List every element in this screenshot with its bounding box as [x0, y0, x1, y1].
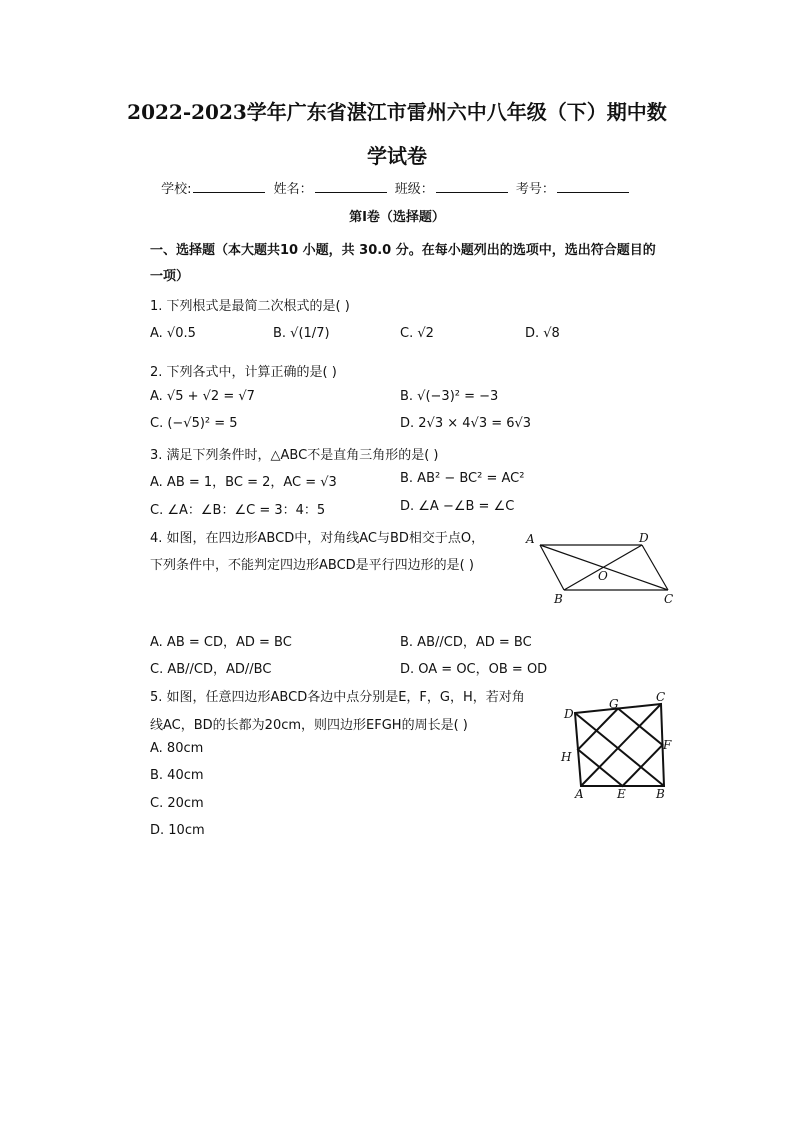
class-label: 班级：: [394, 182, 434, 197]
parallelogram-figure: [520, 528, 680, 608]
question-2-stem: 2. 下列各式中，计算正确的是( ): [150, 365, 337, 380]
label-c: C: [664, 592, 674, 606]
q3-option-b: B. AB² − BC² = AC²: [400, 471, 525, 486]
name-label: 姓名：: [273, 182, 313, 197]
label-a: A: [575, 787, 584, 801]
exam-no-label: 考号：: [515, 182, 555, 197]
q5-option-c: C. 20cm: [150, 796, 204, 811]
label-o: O: [598, 569, 608, 583]
label-b: B: [554, 592, 563, 606]
label-a: A: [526, 532, 535, 546]
class-blank: [436, 180, 508, 193]
q1-option-b: B. √(1/7): [273, 326, 330, 341]
school-label: 学校:: [161, 182, 192, 197]
school-blank: [193, 180, 265, 193]
label-f: F: [663, 738, 672, 752]
part-title: 第Ⅰ卷（选择题）: [349, 210, 445, 225]
exam-no-blank: [557, 180, 629, 193]
label-e: E: [617, 787, 626, 801]
question-1-stem: 1. 下列根式是最简二次根式的是( ): [150, 299, 350, 314]
label-b: B: [656, 787, 665, 801]
label-d: D: [564, 707, 574, 721]
q4-option-c: C. AB//CD，AD//BC: [150, 662, 272, 677]
q2-option-a: A. √5 + √2 = √7: [150, 389, 255, 404]
student-info-row: [0, 178, 794, 197]
q4-option-d: D. OA = OC，OB = OD: [400, 662, 548, 677]
question-5-stem-line1: 5. 如图，任意四边形ABCD各边中点分别是E，F，G，H，若对角: [150, 690, 525, 705]
q3-option-c: C. ∠A：∠B：∠C = 3：4：5: [150, 503, 326, 518]
diagonal-bd: [575, 713, 664, 786]
quadrilateral-midpoint-figure: [555, 688, 685, 804]
q2-option-c: C. (−√5)² = 5: [150, 416, 238, 431]
q4-option-a: A. AB = CD，AD = BC: [150, 635, 292, 650]
diagonal-bd: [564, 545, 642, 590]
label-c: C: [656, 690, 666, 704]
quadrilateral-abcd: [575, 704, 664, 786]
section-heading-line2: 一项）: [150, 269, 190, 284]
label-d: D: [639, 531, 649, 545]
q5-option-a: A. 80cm: [150, 741, 204, 756]
question-4-stem-line2: 下列条件中，不能判定四边形ABCD是平行四边形的是( ): [150, 558, 474, 573]
question-5-stem-line2: 线AC，BD的长都为20cm，则四边形EFGH的周长是( ): [150, 718, 468, 733]
q2-option-d: D. 2√3 × 4√3 = 6√3: [400, 416, 532, 431]
q5-option-d: D. 10cm: [150, 823, 205, 838]
q5-option-b: B. 40cm: [150, 768, 204, 783]
label-g: G: [609, 697, 619, 711]
question-3-stem: 3. 满足下列条件时，△ABC不是直角三角形的是( ): [150, 448, 439, 463]
edge-dc: [642, 545, 668, 590]
q1-option-a: A. √0.5: [150, 326, 196, 341]
label-h: H: [561, 750, 572, 764]
q1-option-d: D. √8: [525, 326, 560, 341]
exam-title-line1: 2022-2023学年广东省湛江市雷州六中八年级（下）期中数: [127, 100, 667, 124]
section-heading-line1: 一、选择题（本大题共10 小题，共 30.0 分。在每小题列出的选项中，选出符合题目的: [150, 243, 656, 258]
q4-option-b: B. AB//CD，AD = BC: [400, 635, 532, 650]
q1-option-c: C. √2: [400, 326, 434, 341]
exam-title-line2: 学试卷: [367, 144, 427, 168]
q3-option-d: D. ∠A −∠B = ∠C: [400, 499, 515, 514]
q2-option-b: B. √(−3)² = −3: [400, 389, 499, 404]
q3-option-a: A. AB = 1，BC = 2，AC = √3: [150, 475, 337, 490]
question-4-stem-line1: 4. 如图，在四边形ABCD中，对角线AC与BD相交于点O，: [150, 531, 485, 546]
name-blank: [315, 180, 387, 193]
